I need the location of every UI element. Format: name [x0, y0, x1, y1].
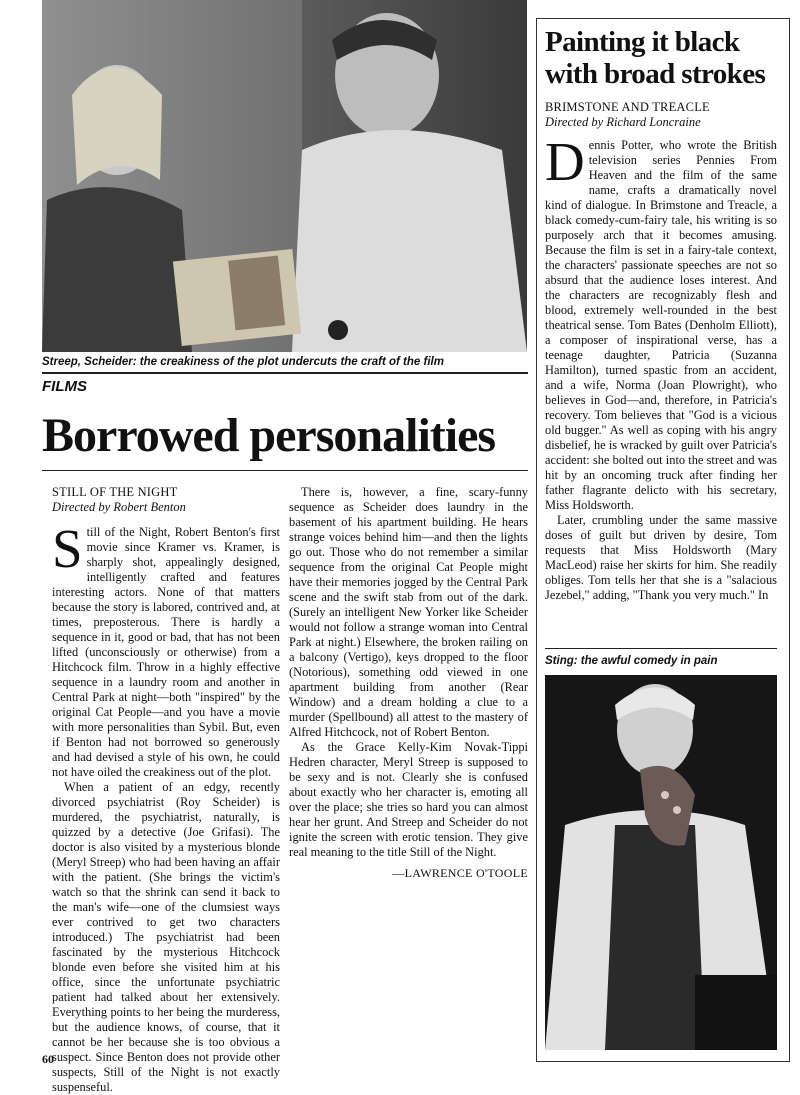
side-article-body — [545, 131, 777, 646]
main-dropcap: S — [52, 518, 83, 579]
main-film-title: STILL OF THE NIGHT — [52, 485, 178, 499]
side-headline-line-1: Painting it black — [545, 26, 740, 58]
side-caption-rule — [545, 648, 777, 649]
section-label: FILMS — [42, 378, 87, 395]
main-article-column-2 — [289, 485, 528, 1033]
headline-rule — [42, 470, 528, 471]
main-byline: —LAWRENCE O'TOOLE — [392, 866, 528, 880]
side-photo-illustration — [545, 675, 777, 1050]
main-paragraph-4: As the Grace Kelly-Kim Novak-Tippi Hedren character, Meryl Streep is supposed to be sexy and is not. Clearly she is confused about exactly who her character is, emoting all over the place; she tries so hard you can almost hear her grunt. And Streep and Scheider do not ignite the screen with erotic tension. They give real meaning to the title Still of the Night. — [289, 740, 528, 859]
main-director: Directed by Robert Benton — [52, 500, 186, 514]
main-paragraph-2: When a patient of an edgy, recently divorced psychiatrist (Roy Scheider) is murdered, the psychiatrist, naturally, is quizzed by a detective (Joe Grifasi). The doctor is also visited by a mysterious blonde (Meryl Streep) who had been having an affair with the patient. (She brings the victim's watch so that the shrink can send it back to the man's wife—one of the clumsiest ways ever contrived to get two characters introduced.) The psychiatrist had been fascinated by the mysterious Hitchcock blonde even before she visited him at his office, since the unfortunate psychiatric patient had talked about her extensively. Everything points to her being the murderess, but the audience knows, of course, that it cannot be her because she is too obvious a suspect. Since Benton does not provide other suspects, Still of the Night is not exactly suspenseful. — [52, 780, 280, 1094]
top-photo-caption: Streep, Scheider: the creakiness of the plot undercuts the craft of the film — [42, 356, 444, 368]
main-article-column-1 — [52, 518, 280, 1094]
top-photo — [42, 0, 527, 352]
photo-illustration — [42, 0, 527, 352]
side-dropcap: D — [545, 131, 585, 192]
side-photo-caption: Sting: the awful comedy in pain — [545, 655, 718, 667]
main-headline: Borrowed personalities — [42, 409, 496, 462]
caption-rule — [42, 372, 528, 374]
side-film-title: BRIMSTONE AND TREACLE — [545, 100, 710, 114]
side-headline-line-2: with broad strokes — [545, 58, 766, 90]
side-director: Directed by Richard Loncraine — [545, 115, 701, 129]
side-headline — [545, 26, 765, 90]
page-number: 60 — [42, 1052, 54, 1066]
side-photo — [545, 675, 777, 1050]
side-paragraph-2: Later, crumbling under the same massive doses of guilt but driven by desire, Tom requests that Miss Holdsworth (Mary MacLeod) raise her skirts for him. She readily obliges. Tom tells her that she is a "salacious Jezebel," adding, "Thank you very much." In — [545, 513, 777, 602]
main-paragraph-3: There is, however, a fine, scary-funny sequence as Scheider does laundry in the basement of his apartment building. He hears strange voices behind him—and then the lights go out. Those who do not remember a similar sequence from the original Cat People might have their memories jogged by the Central Park scene and the swift stab from out of the dark. (Surely an intelligent New Yorker like Scheider would not follow a strange woman into Central Park at night.) Elsewhere, the broken railing on a balcony (Vertigo), keys dropped to the floor (Notorious), something odd viewed in one apartment building from another (Rear Window) and a dream holding a clue to a murder (Spellbound) all attest to the mastery of Alfred Hitchcock, not of Robert Benton. — [289, 485, 528, 739]
main-paragraph-1: Still of the Night, Robert Benton's first movie since Kramer vs. Kramer, is sharply shot, appealingly designed, intelligently crafted and features interesting actors. None of that matters because the story is labored, contrived and, at times, preposterous. There is hardly a sequence in it, good or bad, that has not been lifted (unconsciously or otherwise) from a Hitchcock film. Throw in a highly effective sequence in a laundry room and another in Central Park at night—both "inspired" by the original Cat People—and you have a movie with more personalities than Sybil. But, even if Benton had not borrowed so generously and had devised a style of his own, he could not have oiled the creakiness out of the plot. — [52, 518, 280, 779]
side-paragraph-1: Dennis Potter, who wrote the British television series Pennies From Heaven and the film of the same name, crafts a dramatically novel kind of dialogue. In Brimstone and Treacle, a black comedy-cum-fairy tale, his writing is so purposely arch that it becomes amusing. Because the film is set in a fairy-tale context, the characters' passionate speeches are not so absurd that the audience loses interest. And the characters are recognizably flesh and blood, extremely well-rounded in the best theatrical sense. Tom Bates (Denholm Elliott), a composer of inspirational verse, has a teenage daughter, Patricia (Suzanna Hamilton), turned spastic from an accident, and a wife, Norma (Joan Plowright), who believes in God—and, therefore, in Patricia's recovery. Tom believes that "God is a vicious old bugger." As well as coping with his angry disbelief, he is wracked by guilt over Patricia's accident: she bolted out into the street and was hit by an oncoming truck after finding her father flagrante delicto with his secretary, Miss Holdsworth. — [545, 131, 777, 512]
